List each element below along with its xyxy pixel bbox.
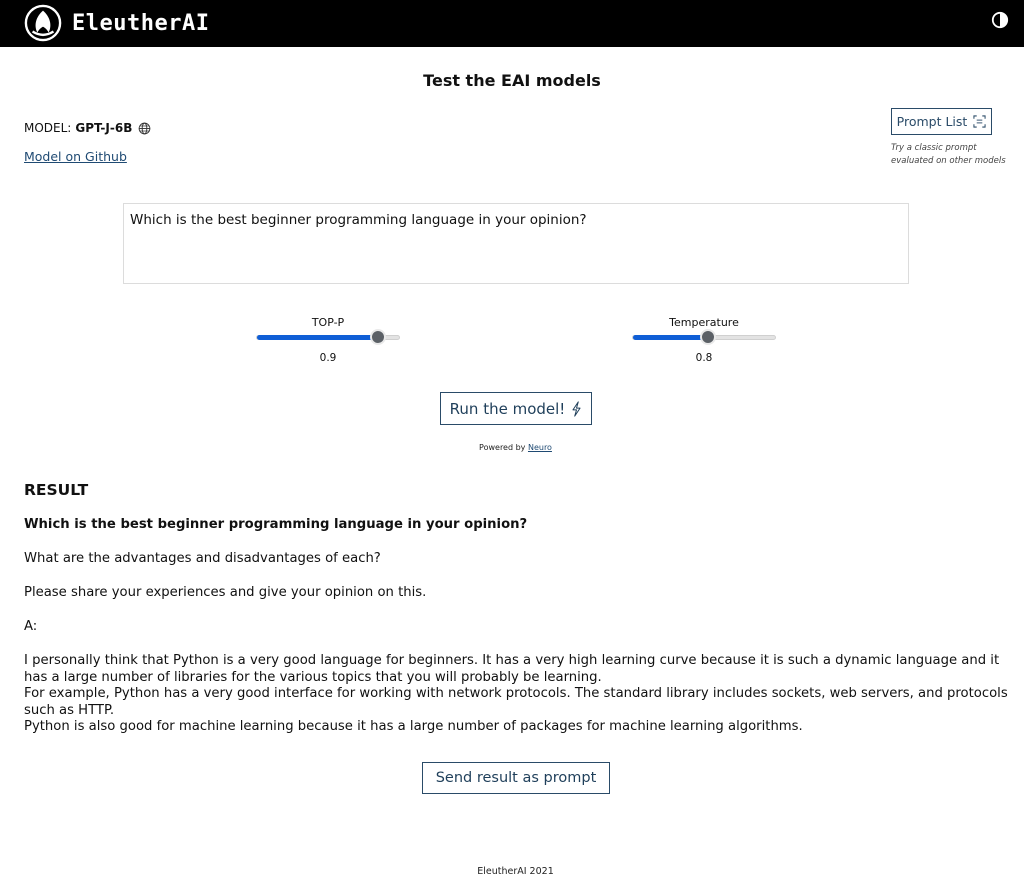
run-model-button[interactable] (440, 392, 592, 425)
top-p-label: TOP-P (311, 316, 345, 329)
result-paragraph: I personally think that Python is a very good language for beginners. It has a very high learning curve because it is such a dynamic language and it has a large number of libraries for the various topics that you will probably be learning. (24, 653, 1000, 685)
footer: EleutherAI 2021 (477, 866, 554, 877)
contrast-toggle-icon[interactable] (991, 11, 1009, 29)
brand-name: EleutherAI (72, 10, 210, 36)
top-p-thumb[interactable] (370, 329, 386, 345)
brand-logo[interactable] (24, 4, 209, 42)
scan-icon (973, 115, 986, 128)
neuro-link[interactable]: Neuro (527, 443, 552, 452)
model-label (24, 121, 151, 135)
send-result-button[interactable]: Send result as prompt (422, 762, 610, 794)
top-p-value: 0.9 (319, 352, 337, 364)
model-name: GPT-J-6B (75, 121, 133, 135)
result-heading: RESULT (24, 481, 89, 499)
lightning-icon (571, 401, 582, 417)
result-body (24, 517, 1009, 736)
github-link[interactable]: Model on Github (24, 149, 127, 164)
result-line: What are the advantages and disadvantages of each? (24, 551, 381, 566)
prompt-input[interactable]: Which is the best beginner programming language in your opinion? (123, 203, 909, 284)
temperature-value: 0.8 (695, 352, 713, 364)
temperature-slider[interactable] (632, 335, 776, 340)
result-paragraph: For example, Python has a very good interface for working with network protocols. The standard library includes sockets, web servers, and protocols such as HTTP. (24, 686, 1008, 718)
powered-by-prefix: Powered by (479, 443, 526, 452)
model-prefix: MODEL: (24, 121, 72, 135)
temperature-thumb[interactable] (700, 329, 716, 345)
globe-icon (138, 122, 151, 135)
powered-by (0, 443, 1024, 452)
prompt-list-label: Prompt List (896, 114, 968, 129)
top-p-slider[interactable] (256, 335, 400, 340)
eleutherai-logo-icon (24, 4, 62, 42)
result-line: A: (24, 619, 38, 634)
result-question: Which is the best beginner programming language in your opinion? (24, 517, 528, 532)
top-navbar (0, 0, 1024, 47)
temperature-label: Temperature (669, 316, 739, 329)
result-line: Please share your experiences and give your opinion on this. (24, 585, 427, 600)
temperature-fill (633, 335, 708, 340)
prompt-list-button[interactable] (891, 108, 992, 135)
prompt-list-hint: Try a classic prompt evaluated on other models (891, 143, 1006, 166)
page-title: Test the EAI models (423, 71, 601, 90)
top-p-fill (257, 335, 378, 340)
run-model-label: Run the model! (449, 399, 566, 418)
temperature-slider-group (632, 316, 776, 364)
top-p-slider-group (256, 316, 400, 364)
result-paragraph: Python is also good for machine learning because it has a large number of packages for machine learning algorithms. (24, 719, 803, 734)
